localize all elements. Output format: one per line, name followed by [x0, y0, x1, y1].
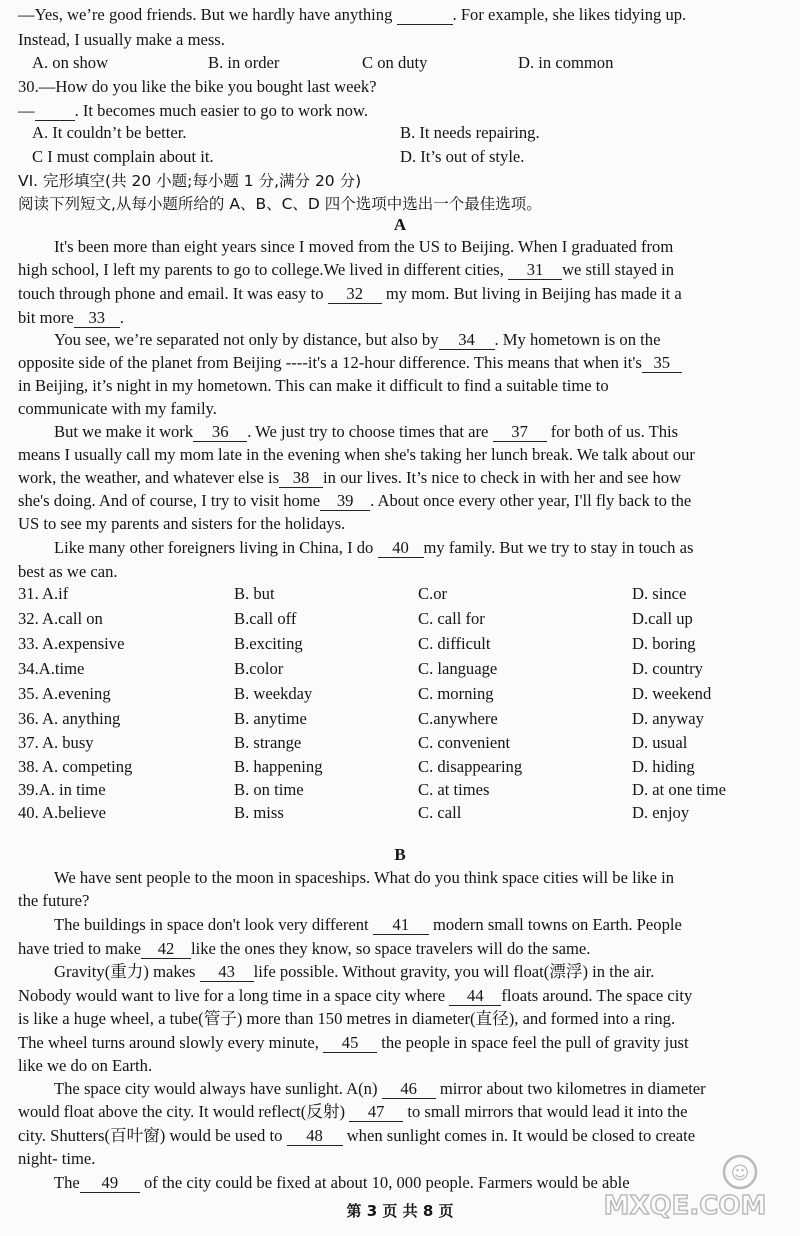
page-footer: 第 3 页 共 8 页 [346, 1202, 454, 1220]
passage-b-p4-l4: night- time. [18, 1149, 96, 1168]
passage-b-p5-l1: The 49 of the city could be fixed at about 10, 000 people. Farmers would be able [54, 1173, 630, 1192]
passage-b-label: B [394, 845, 406, 864]
options-33: 33. A.expensive B.exciting C. difficult D. boring [18, 634, 696, 653]
options-36: 36. A. anything B. anytime C.anywhere D. anyway [18, 709, 704, 728]
section-instruction: 阅读下列短文,从每小题所给的 A、B、C、D 四个选项中选出一个最佳选项。 [18, 195, 542, 213]
options-35: 35. A.evening B. weekday C. morning D. weekend [18, 684, 712, 703]
passage-b-p1-l1: We have sent people to the moon in spaceships. What do you think space cities will be like in [54, 868, 675, 887]
passage-b-p4-l2: would float above the city. It would reflect(反射) 47 to small mirrors that would lead it into the [18, 1102, 688, 1121]
section-title: VI. 完形填空(共 20 小题;每小题 1 分,满分 20 分) [18, 172, 362, 190]
options-31: 31. A.if B. but C.or D. since [18, 584, 687, 603]
blank-40: 40 [378, 539, 424, 558]
q29-option-b: B. in order [208, 53, 280, 72]
options-40: 40. A.believe B. miss C. call D. enjoy [18, 803, 690, 822]
passage-b-p3-l2: Nobody would want to live for a long time in a space city where 44 floats around. The space city [18, 986, 693, 1005]
blank-33: 33 [74, 309, 120, 328]
passage-a-p1-l2: high school, I left my parents to go to college.We lived in different cities, 31 we still stayed in [18, 260, 675, 279]
blank-42: 42 [141, 940, 191, 959]
q29-line2: Instead, I usually make a mess. [18, 30, 225, 49]
blank-48: 48 [287, 1127, 343, 1146]
watermark-logo [590, 1150, 780, 1222]
blank-44: 44 [449, 987, 501, 1006]
blank-41: 41 [373, 916, 429, 935]
q30-option-a: A. It couldn’t be better. [32, 123, 187, 142]
blank-34: 34 [439, 331, 495, 350]
passage-a-p4-l1: Like many other foreigners living in China, I do 40 my family. But we try to stay in touch as [54, 538, 694, 557]
passage-a-p1-l3: touch through phone and email. It was easy to 32 my mom. But living in Beijing has made it a [18, 284, 682, 303]
passage-a-p3-l2: means I usually call my mom late in the evening when she's taking her lunch break. We talk about our [18, 445, 695, 464]
q30-answer-line: — . It becomes much easier to go to work now. [18, 101, 368, 120]
options-39: 39.A. in time B. on time C. at times D. at one time [18, 780, 727, 799]
q29-option-c: C on duty [362, 53, 428, 72]
blank-46: 46 [382, 1080, 436, 1099]
passage-a-p1-l4: bit more 33 . [18, 308, 124, 327]
passage-a-p1-l1: It's been more than eight years since I moved from the US to Beijing. When I graduated from [54, 237, 674, 256]
blank-38: 38 [279, 469, 323, 488]
q30-options-cd [18, 146, 778, 168]
options-32: 32. A.call on B.call off C. call for D.call up [18, 609, 693, 628]
passage-b-p3-l4: The wheel turns around slowly every minute, 45 the people in space feel the pull of gravity just [18, 1033, 689, 1052]
blank-36: 36 [193, 423, 247, 442]
blank-47: 47 [349, 1103, 403, 1122]
passage-b-p4-l3: city. Shutters(百叶窗) would be used to 48 when sunlight comes in. It would be closed to create [18, 1126, 696, 1145]
watermark-circle-glyph: ☺ [730, 1163, 750, 1184]
q29-option-d: D. in common [518, 53, 614, 72]
q30-question: 30.—How do you like the bike you bought last week? [18, 77, 377, 96]
blank-45: 45 [323, 1034, 377, 1053]
blank-43: 43 [200, 963, 254, 982]
passage-b-p4-l1: The space city would always have sunlight. A(n) 46 mirror about two kilometres in diameter [54, 1079, 706, 1098]
passage-a-p3-l1: But we make it work 36 . We just try to choose times that are 37 for both of us. This [54, 422, 679, 441]
q30-option-b: B. It needs repairing. [400, 123, 540, 142]
blank-32: 32 [328, 285, 382, 304]
options-34: 34.A.time B.color C. language D. country [18, 659, 703, 678]
passage-a-p2-l4: communicate with my family. [18, 399, 217, 418]
passage-b-p1-l2: the future? [18, 891, 90, 910]
passage-b-p3-l5: like we do on Earth. [18, 1056, 153, 1075]
q30-option-d: D. It’s out of style. [400, 147, 525, 166]
q30-option-c: C I must complain about it. [32, 147, 214, 166]
passage-a-p4-l2: best as we can. [18, 562, 118, 581]
blank-35: 35 [642, 354, 682, 373]
passage-a-p3-l5: US to see my parents and sisters for the holidays. [18, 514, 346, 533]
blank-39: 39 [320, 492, 370, 511]
watermark-text: MXQE.COM [603, 1191, 767, 1221]
passage-b-p2-l2: have tried to make 42 like the ones they know, so space travelers will do the same. [18, 939, 591, 958]
q30-options-ab [18, 122, 778, 144]
passage-a-p3-l4: she's doing. And of course, I try to visit home 39 . About once every other year, I'll fly back to the [18, 491, 692, 510]
q29-line1: —Yes, we’re good friends. But we hardly have anything . For example, she likes tidying up. [18, 5, 687, 24]
passage-a-label: A [393, 215, 407, 234]
blank-31: 31 [508, 261, 562, 280]
options-37: 37. A. busy B. strange C. convenient D. usual [18, 733, 688, 752]
passage-b-p3-l1: Gravity(重力) makes 43 life possible. Without gravity, you will float(漂浮) in the air. [54, 962, 655, 981]
q29-option-a: A. on show [32, 53, 109, 72]
blank-49: 49 [80, 1174, 140, 1193]
blank-37: 37 [493, 423, 547, 442]
options-38: 38. A. competing B. happening C. disappearing D. hiding [18, 757, 695, 776]
passage-a-p2-l1: You see, we’re separated not only by distance, but also by 34 . My hometown is on the [54, 330, 661, 349]
passage-a-p2-l3: in Beijing, it’s night in my hometown. This can make it difficult to find a suitable time to [18, 376, 609, 395]
q29-options [18, 52, 778, 74]
passage-a-p3-l3: work, the weather, and whatever else is 38 in our lives. It’s nice to check in with her and see how [18, 468, 682, 487]
q29-blank [397, 6, 453, 25]
q30-blank [35, 102, 75, 121]
passage-b-p2-l1: The buildings in space don't look very different 41 modern small towns on Earth. People [54, 915, 682, 934]
passage-a-p2-l2: opposite side of the planet from Beijing ----it's a 12-hour difference. This means that when it's 35 [18, 352, 778, 374]
passage-b-p3-l3: is like a huge wheel, a tube(管子) more than 150 metres in diameter(直径), and formed into a ring. [18, 1009, 676, 1028]
